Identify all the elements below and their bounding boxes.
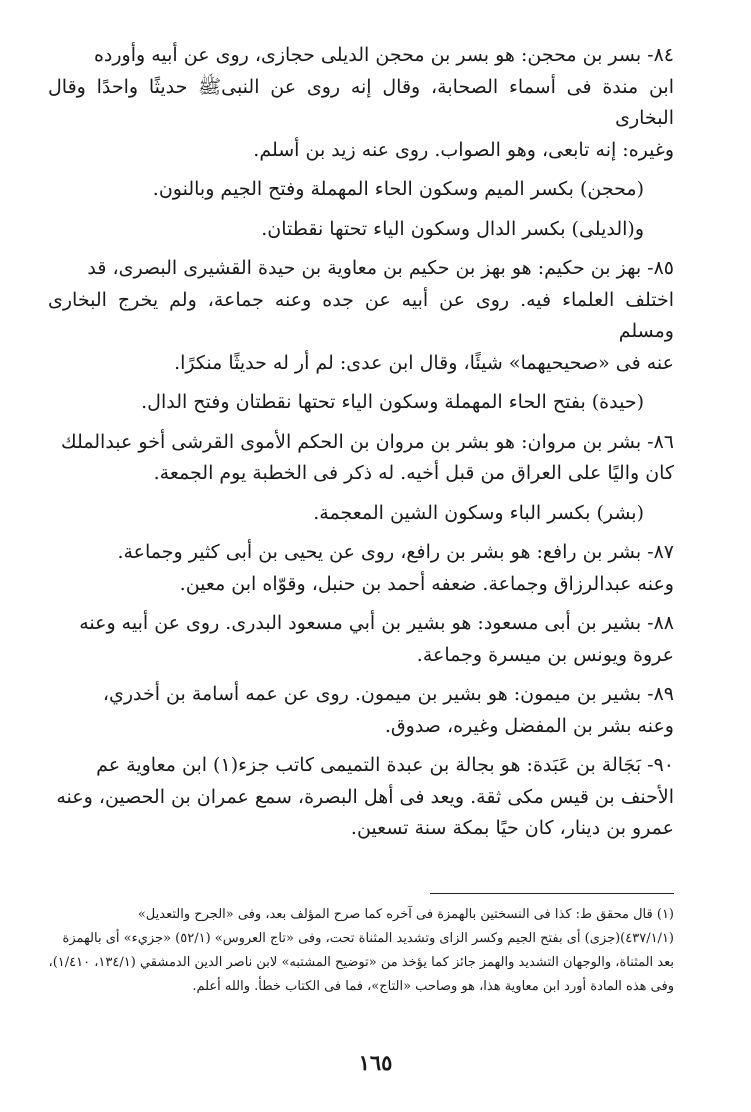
entry-note: (بشر) بكسر الباء وسكون الشين المعجمة. — [313, 501, 644, 524]
entry-89 — [48, 679, 674, 742]
entry-line: عمرو بن دينار، كان حيًا بمكة سنة تسعين. — [350, 817, 674, 839]
entry-note: (محجن) بكسر الميم وسكون الحاء المهملة وفتح الجيم وبالنون. — [152, 178, 644, 200]
footnote-line: (٤٣٧/١/١)(جزى) أى بفتح الجيم وكسر الزاى وتشديد المثناة تحت، وفى «تاج العروس» (٥٢/١) «جزيء» أى بالهمزة — [62, 931, 674, 946]
entry-line: ابن مندة فى أسماء الصحابة، وقال إنه روى عن النبىﷺ حديثًا واحدًا وقال البخارى — [48, 75, 674, 129]
entry-86 — [48, 427, 674, 530]
entry-line: ٨٧- بشر بن رافع: هو بشر بن رافع، روى عن يحيى بن أبى كثير وجماعة. — [117, 541, 674, 563]
entry-84 — [48, 40, 674, 245]
entry-88 — [48, 608, 674, 671]
entry-line: وعنه عبدالرزاق وجماعة. ضعفه أحمد بن حنبل، وقوّاه ابن معين. — [179, 572, 674, 595]
footnotes — [48, 903, 674, 999]
entry-line: عنه فى «صحيحيهما» شيئًا، وقال ابن عدى: لم أر له حديثًا منكرًا. — [174, 351, 674, 374]
entry-line: ٨٩- بشير بن ميمون: هو بشير بن ميمون. روى عن عمه أسامة بن أخدري، — [102, 683, 674, 705]
entry-87 — [48, 537, 674, 600]
entry-line: ٩٠- بَجَالة بن عَبَدة: هو بجالة بن عبدة التميمى كاتب جزء(١) ابن معاوية عم — [96, 754, 674, 776]
page-number: ١٦٥ — [358, 1050, 393, 1075]
entry-line: عروة ويونس بن ميسرة وجماعة. — [416, 643, 674, 666]
entry-line: وعنه بشر بن المفضل وغيره، صدوق. — [384, 714, 674, 737]
entry-line: ٨٦- بشر بن مروان: هو بشر بن مروان بن الحكم الأموى القرشى أخو عبدالملك — [60, 430, 674, 453]
entry-90 — [48, 750, 674, 845]
footnote-line: (١) قال محقق ط: كذا فى النسختين بالهمزة فى آخره كما صرح المؤلف بعد، وفى «الجرح والتعديل» — [137, 907, 674, 922]
footnote-line: وفى هذه المادة أورد ابن معاوية هذا، هو وصاحب «التاج»، فما فى الكتاب خطأ. والله أعلم. — [192, 979, 674, 994]
entry-line: ٨٨- بشير بن أبى مسعود: هو بشير بن أبي مسعود البدرى. روى عن أبيه وعنه — [79, 612, 674, 634]
entry-85 — [48, 253, 674, 419]
footnote-line: بعد المثناة، والوجهان التشديد والهمز جائز كما يؤخذ من «توضيح المشتبه» لابن ناصر الدين الدمشقي (١٣٤/١، ١/٤١٠)، — [48, 955, 674, 970]
entry-line: وغيره: إنه تابعى، وهو الصواب. روى عنه زيد بن أسلم. — [253, 138, 674, 161]
footnote-divider — [430, 893, 674, 894]
page-body — [48, 40, 674, 845]
entry-line: ٨٤- بسر بن محجن: هو بسر بن محجن الديلى حجازى، روى عن أبيه وأورده — [93, 44, 674, 66]
entry-note: و(الديلى) بكسر الدال وسكون الياء تحتها نقطتان. — [261, 217, 644, 240]
entry-line: كان واليًا على العراق من قبل أخيه. له ذكر فى الخطبة يوم الجمعة. — [153, 462, 674, 484]
entry-line: ٨٥- بهز بن حكيم: هو بهز بن حكيم بن معاوية بن حيدة القشيرى البصرى، قد — [87, 257, 674, 279]
entry-note: (حيدة) بفتح الحاء المهملة وسكون الياء تحتها نقطتان وفتح الدال. — [141, 391, 644, 413]
entry-line: الأحنف بن قيس مكى ثقة. ويعد فى أهل البصرة، سمع عمران بن الحصين، وعنه — [56, 785, 674, 808]
entry-line: اختلف العلماء فيه. روى عن أبيه عن جده وعنه جماعة، ولم يخرج البخارى ومسلم — [48, 288, 674, 342]
